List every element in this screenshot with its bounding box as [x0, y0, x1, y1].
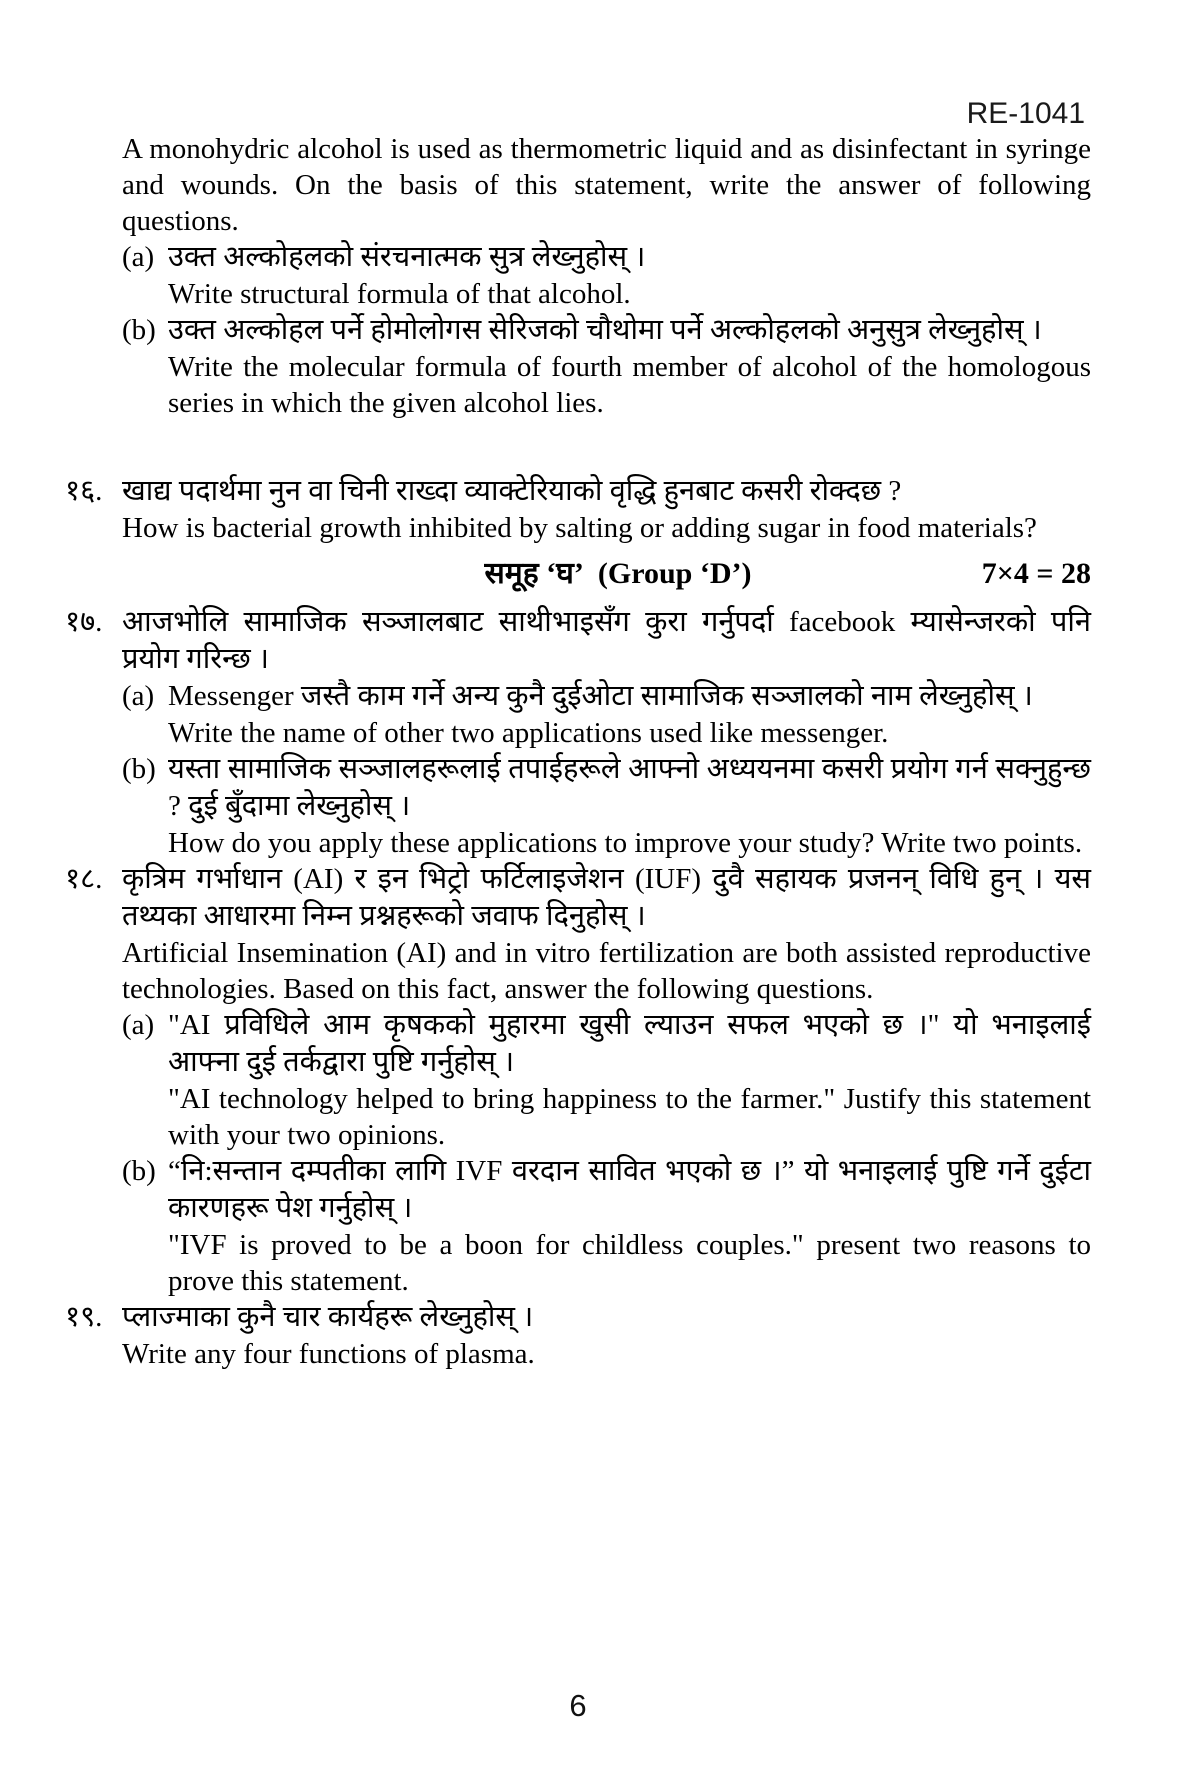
question-body	[122, 604, 1091, 861]
sub-question-b	[122, 1153, 1091, 1299]
sub-question-nepali: यस्ता सामाजिक सञ्जालहरूलाई तपाईहरूले आफ्नो अध्ययनमा कसरी प्रयोग गर्न सक्नुहुन्छ ? दुई बुँदामा लेख्नुहोस् ।	[168, 753, 1091, 822]
sub-question-b	[122, 751, 1091, 861]
sub-question-a	[122, 239, 1091, 312]
sub-question-nepali: Messenger जस्तै काम गर्ने अन्य कुनै दुईओटा सामाजिक सञ्जालको नाम लेख्नुहोस् ।	[168, 680, 1033, 712]
sub-question-english: "AI technology helped to bring happiness to the farmer." Justify this statement with your two opinions.	[168, 1083, 1091, 1151]
sub-question-english: "IVF is proved to be a boon for childless couples." present two reasons to prove this statement.	[168, 1229, 1091, 1297]
question-number: १७.	[65, 606, 103, 638]
sub-question-a	[122, 1007, 1091, 1153]
question-17	[65, 604, 1091, 861]
question-number: १९.	[65, 1301, 103, 1333]
question-statement-english: A monohydric alcohol is used as thermometric liquid and as disinfectant in syringe and wounds. On the basis of this statement, write the answer of following questions.	[122, 133, 1091, 237]
sub-question-body	[168, 678, 1091, 751]
sub-question-label: (b)	[122, 314, 156, 346]
sub-question-label: (a)	[122, 241, 155, 273]
question-number: १८.	[65, 863, 103, 895]
section-gap	[65, 421, 1091, 473]
sub-question-b	[122, 312, 1091, 421]
question-nepali: खाद्य पदार्थमा नुन वा चिनी राख्दा व्याक्टेरियाको वृद्धि हुनबाट कसरी रोक्दछ ?	[122, 475, 902, 507]
sub-question-label: (a)	[122, 680, 155, 712]
sub-question-english: How do you apply these applications to improve your study? Write two points.	[168, 827, 1083, 859]
question-body	[122, 1299, 1091, 1372]
sub-question-english: Write the name of other two applications used like messenger.	[168, 717, 889, 749]
question-18	[65, 861, 1091, 1299]
paper-code: RE-1041	[966, 97, 1085, 130]
group-heading	[65, 554, 1091, 594]
sub-question-label: (b)	[122, 1155, 156, 1187]
sub-question-body	[168, 239, 1091, 312]
question-english: Artificial Insemination (AI) and in vitro fertilization are both assisted reproductive technologies. Based on this fact, answer the following questions.	[122, 937, 1091, 1005]
group-heading-nepali: समूह ‘घ’	[484, 557, 584, 590]
sub-question-nepali: “नि:सन्तान दम्पतीका लागि IVF वरदान सावित भएको छ ।” यो भनाइलाई पुष्टि गर्ने दुईटा कारणहरू पेश गर्नुहोस् ।	[168, 1155, 1091, 1224]
sub-question-label: (b)	[122, 753, 156, 785]
group-marks: 7×4 = 28	[981, 557, 1091, 590]
sub-question-label: (a)	[122, 1009, 155, 1041]
page-number: 6	[569, 1688, 587, 1723]
question-body	[122, 861, 1091, 1299]
question-19	[65, 1299, 1091, 1372]
question-english: How is bacterial growth inhibited by salting or adding sugar in food materials?	[122, 512, 1037, 544]
sub-question-nepali: उक्त अल्कोहल पर्ने होमोलोगस सेरिजको चौथोमा पर्ने अल्कोहलको अनुसुत्र लेख्नुहोस् ।	[168, 314, 1042, 346]
group-heading-english: (Group ‘D’)	[597, 557, 752, 590]
question-nepali: आजभोलि सामाजिक सञ्जालबाट साथीभाइसँग कुरा गर्नुपर्दा facebook म्यासेन्जरको पनि प्रयोग गरिन्छ ।	[122, 606, 1091, 675]
sub-question-english: Write structural formula of that alcohol.	[168, 278, 631, 310]
sub-question-body	[168, 1153, 1091, 1299]
sub-question-a	[122, 678, 1091, 751]
sub-question-english: Write the molecular formula of fourth member of alcohol of the homologous series in which the given alcohol lies.	[168, 351, 1091, 419]
sub-question-nepali: "AI प्रविधिले आम कृषकको मुहारमा खुसी ल्याउन सफल भएको छ ।" यो भनाइलाई आफ्ना दुई तर्कद्वारा पुष्टि गर्नुहोस् ।	[168, 1009, 1091, 1078]
question-body	[122, 473, 1091, 546]
sub-question-body	[168, 1007, 1091, 1153]
question-number: १६.	[65, 475, 103, 507]
question-english: Write any four functions of plasma.	[122, 1338, 535, 1370]
sub-question-nepali: उक्त अल्कोहलको संरचनात्मक सुत्र लेख्नुहोस् ।	[168, 241, 646, 273]
question-16	[65, 473, 1091, 546]
sub-question-body	[168, 751, 1091, 861]
question-nepali: कृत्रिम गर्भाधान (AI) र इन भिट्रो फर्टिलाइजेशन (IUF) दुवै सहायक प्रजनन् विधि हुन् । यस तथ्यका आधारमा निम्न प्रश्नहरूको जवाफ दिनुहोस् ।	[122, 863, 1091, 932]
group-heading-text	[485, 554, 752, 594]
question-nepali: प्लाज्माका कुनै चार कार्यहरू लेख्नुहोस् ।	[122, 1301, 534, 1333]
question-15-continuation	[65, 131, 1091, 421]
sub-question-body	[168, 312, 1091, 421]
page-content	[65, 131, 1091, 1372]
